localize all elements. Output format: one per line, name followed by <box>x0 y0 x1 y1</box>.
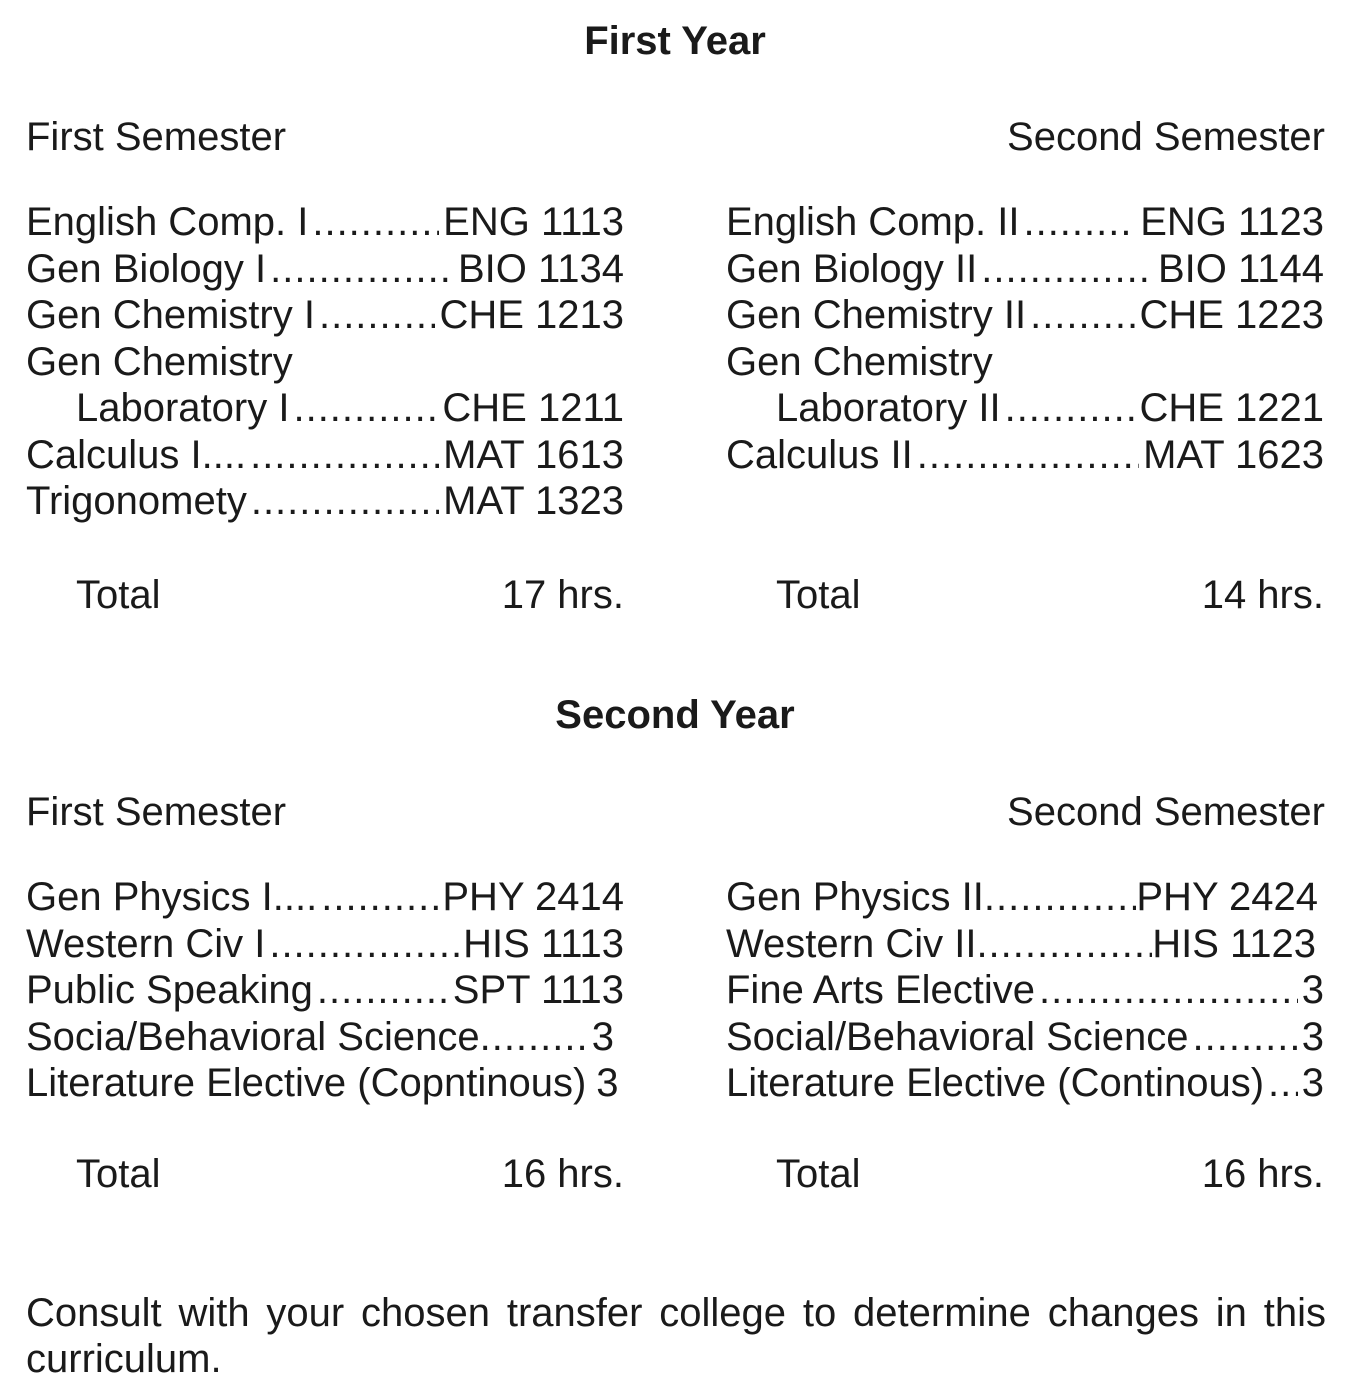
dot-leader <box>1030 292 1135 338</box>
dot-leader <box>1023 199 1136 245</box>
course-code: MAT 1623 <box>1143 432 1324 477</box>
total-label: Total <box>776 573 861 617</box>
course-name: Gen Biology I <box>26 246 267 291</box>
course-code: CHE 1211 <box>442 386 624 430</box>
course-code: 3 <box>591 1014 614 1059</box>
course-row <box>726 246 1324 293</box>
dot-leader <box>270 246 454 292</box>
first-year-first-semester-heading: First Semester <box>26 115 287 159</box>
course-code: PHY 2424 <box>1136 875 1318 919</box>
first-year-second-semester-heading: Second Semester <box>1007 115 1325 159</box>
course-code: SPT 1113 <box>452 968 624 1012</box>
course-name: Gen Biology II <box>726 246 978 291</box>
total-label: Total <box>76 573 161 617</box>
course-name: Calculus I.... <box>26 432 247 477</box>
dot-leader <box>984 874 1137 920</box>
total-hours: 16 hrs. <box>1201 1152 1324 1196</box>
course-code: 3 <box>596 1061 619 1105</box>
dot-leader <box>321 874 438 920</box>
total-hours: 14 hrs. <box>1201 573 1324 617</box>
course-row <box>26 874 624 921</box>
course-row <box>26 1060 624 1107</box>
second-year-second-semester-heading: Second Semester <box>1007 790 1325 834</box>
first-year-second-semester-total <box>726 572 1324 618</box>
course-name: Gen Physics II <box>726 875 984 919</box>
course-row <box>26 967 624 1014</box>
course-name: Laboratory I <box>76 386 290 430</box>
course-row <box>26 339 624 386</box>
course-row <box>726 967 1324 1014</box>
course-row <box>726 199 1324 246</box>
course-name: Western Civ II <box>726 921 977 966</box>
course-row <box>26 432 624 479</box>
course-code: MAT 1613 <box>443 432 624 477</box>
dot-leader <box>250 432 439 478</box>
dot-leader <box>917 432 1139 478</box>
course-code: CHE 1223 <box>1139 293 1324 337</box>
dot-leader <box>269 921 459 967</box>
course-row <box>26 199 624 246</box>
course-name: Fine Arts Elective <box>726 968 1036 1012</box>
course-name: English Comp. I <box>26 200 309 244</box>
course-row <box>726 292 1324 339</box>
course-row <box>26 292 624 339</box>
course-row <box>726 385 1324 432</box>
course-row <box>726 921 1316 968</box>
dot-leader <box>293 385 438 431</box>
course-name: Gen Physics I.... <box>26 875 318 919</box>
course-row <box>726 339 1324 386</box>
course-name: Gen Chemistry <box>26 339 293 384</box>
dot-leader <box>312 199 439 245</box>
course-code: 3 <box>1301 968 1324 1012</box>
dot-leader <box>317 967 449 1013</box>
second-year-first-semester-total <box>26 1151 624 1197</box>
first-year-first-semester-total <box>26 572 624 618</box>
course-name: Trigonomety <box>26 479 247 523</box>
course-name: Gen Chemistry <box>726 339 993 384</box>
course-code: MAT 1323 <box>443 479 624 523</box>
course-code: HIS 1113 <box>463 921 624 966</box>
course-code: 3 <box>1301 1061 1324 1105</box>
dot-leader <box>1005 385 1136 431</box>
course-code: HIS 1123 <box>1152 921 1316 966</box>
dot-leader <box>976 921 1152 967</box>
total-hours: 16 hrs. <box>501 1152 624 1196</box>
second-year-first-semester-heading: First Semester <box>26 790 287 834</box>
course-name: Western Civ I <box>26 921 266 966</box>
course-code: CHE 1213 <box>439 293 624 337</box>
course-code: 3 <box>1301 1014 1324 1059</box>
dot-leader <box>1039 967 1298 1013</box>
second-year-title: Second Year <box>555 693 795 737</box>
course-code: PHY 2414 <box>442 875 624 919</box>
course-name: Gen Chemistry I <box>26 293 315 337</box>
course-name: Gen Chemistry II <box>726 293 1027 337</box>
course-name: Calculus II <box>726 432 913 477</box>
second-year-second-semester-total <box>726 1151 1324 1197</box>
course-row <box>726 1060 1324 1107</box>
first-year-first-semester-courses <box>26 199 624 525</box>
course-row <box>26 921 624 968</box>
second-year-second-semester-courses <box>726 874 1324 1107</box>
dot-leader <box>319 292 435 338</box>
course-code: BIO 1144 <box>1157 246 1324 291</box>
course-name: Laboratory II <box>776 386 1001 430</box>
total-label: Total <box>776 1152 861 1196</box>
dot-leader <box>981 246 1154 292</box>
course-name: Literature Elective (Continous) <box>726 1061 1265 1105</box>
course-row <box>26 1014 614 1061</box>
course-name: Socia/Behavioral Science <box>26 1014 480 1059</box>
first-year-second-semester-courses <box>726 199 1324 478</box>
course-code: ENG 1113 <box>443 200 624 244</box>
dot-leader <box>1192 1014 1297 1060</box>
course-row <box>726 1014 1324 1061</box>
course-name: Social/Behavioral Science <box>726 1014 1189 1059</box>
course-row <box>26 478 624 525</box>
course-name: English Comp. II <box>726 200 1020 244</box>
dot-leader <box>480 1014 592 1060</box>
dot-leader <box>1268 1060 1298 1106</box>
first-year-title: First Year <box>584 19 766 63</box>
total-hours: 17 hrs. <box>501 573 624 617</box>
course-code: CHE 1221 <box>1139 386 1324 430</box>
course-row <box>26 246 624 293</box>
course-code: ENG 1123 <box>1140 200 1324 244</box>
course-row <box>26 385 624 432</box>
dot-leader <box>251 478 439 524</box>
course-code: BIO 1134 <box>457 246 624 291</box>
second-year-first-semester-courses <box>26 874 624 1107</box>
transfer-note: Consult with your chosen transfer college to determine changes in this curriculum. <box>26 1291 1326 1381</box>
course-name: Literature Elective (Copntinous) <box>26 1061 587 1105</box>
total-label: Total <box>76 1152 161 1196</box>
course-name: Public Speaking <box>26 968 313 1012</box>
course-row <box>726 432 1324 479</box>
course-row <box>726 874 1318 921</box>
